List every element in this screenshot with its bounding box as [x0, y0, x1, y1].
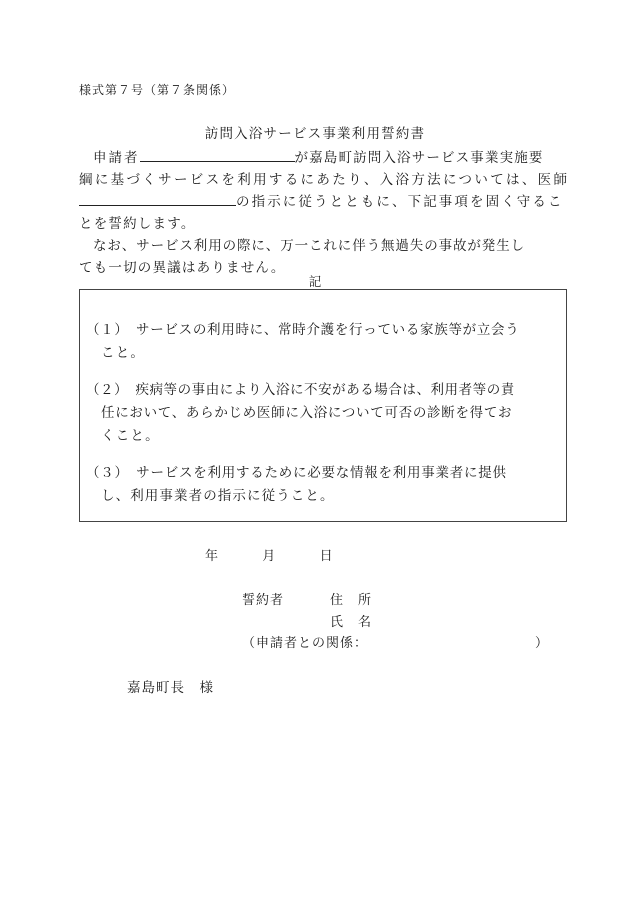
declaration-line-1-text: が嘉島町訪問入浴サービス事業実施要: [294, 150, 544, 166]
date-line: [205, 545, 333, 564]
document-title: 訪問入浴サービス事業利用誓約書: [204, 126, 426, 142]
term-item-2-line-3: くこと。: [101, 428, 160, 444]
relation-label: （申請者との関係：: [242, 636, 369, 651]
term-item-3-line-1: （３） サービスを利用するために必要な情報を利用事業者に提供: [86, 465, 507, 481]
pledger-label: 誓約者: [242, 593, 285, 608]
ki-heading: 記: [308, 274, 322, 289]
term-item-3-line-2: し、利用事業者の指示に従うこと。: [101, 488, 335, 504]
applicant-name-blank[interactable]: [140, 147, 295, 162]
term-item-1-line-2: こと。: [101, 345, 146, 361]
declaration-line-6: ても一切の異議はありません。: [79, 260, 286, 276]
declaration-line-2: 綱に基づくサービスを利用するにあたり、入浴方法については、医師: [79, 172, 567, 188]
form-number: 様式第７号（第７条関係）: [79, 83, 236, 97]
declaration-line-1: [79, 146, 567, 166]
term-item-2-line-2: 任において、あらかじめ医師に入浴について可否の診断を得てお: [101, 405, 513, 421]
declaration-line-5: なお、サービス利用の際に、万一これに伴う無過失の事故が発生し: [93, 238, 525, 254]
term-item-1-line-1: （１） サービスの利用時に、常時介護を行っている家族等が立会う: [86, 322, 520, 338]
date-month: 月: [262, 549, 276, 564]
declaration-line-4: とを誓約します。: [79, 216, 196, 232]
declaration-line-3: [79, 190, 567, 210]
date-year: 年: [205, 549, 219, 564]
address-label: 住 所: [330, 593, 373, 608]
name-label: 氏 名: [330, 615, 373, 630]
term-item-2-line-1: （２） 疾病等の事由により入浴に不安がある場合は、利用者等の責: [86, 382, 515, 398]
date-day: 日: [319, 549, 333, 564]
applicant-label: 申請者: [93, 150, 140, 166]
declaration-line-3-text: の指示に従うとともに、下記事項を固く守るこ: [236, 194, 564, 210]
relation-close: ）: [535, 636, 550, 651]
doctor-name-blank[interactable]: [79, 191, 236, 206]
addressee: 嘉島町長 様: [127, 680, 214, 696]
